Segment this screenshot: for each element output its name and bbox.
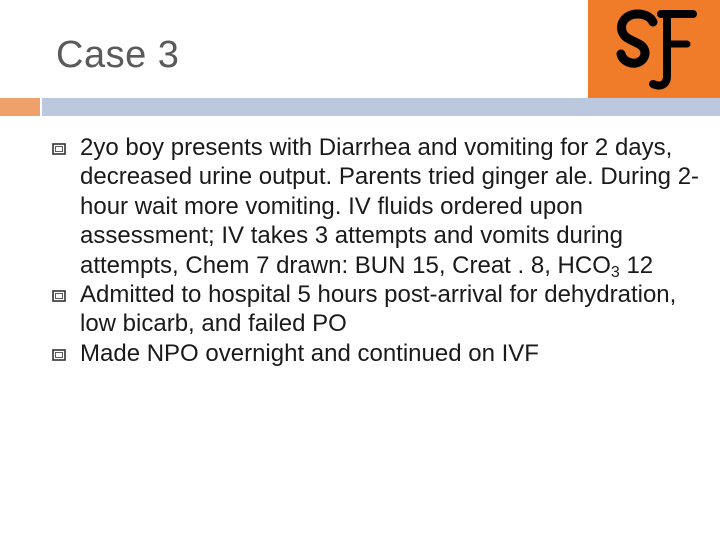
bullet-text: Made NPO overnight and continued on IVF <box>80 339 539 367</box>
bullet-list <box>0 133 700 368</box>
header-rule-bar <box>40 98 720 116</box>
hollow-square-bullet-icon <box>52 349 66 361</box>
sf-giants-logo <box>588 0 720 98</box>
hollow-square-bullet-icon <box>52 143 66 155</box>
bullet-text: Admitted to hospital 5 hours post-arrival for dehydration, low bicarb, and failed PO <box>80 281 677 338</box>
bullet-item <box>0 280 700 339</box>
bullet-text: 2yo boy presents with Diarrhea and vomiting for 2 days, decreased urine output. Parents tried ginger ale. During 2-hour wait more vomiting. IV fluids ordered upon assessment; IV takes 3 attempts and vomits during attempts, Chem 7 drawn: BUN 15, Creat . 8, <box>80 134 700 279</box>
sf-logo-icon <box>609 6 699 92</box>
chem-base: HCO <box>557 251 611 279</box>
hollow-square-bullet-icon <box>52 290 66 302</box>
chem-value: 12 <box>619 251 654 279</box>
bullet-item <box>0 339 700 368</box>
header-rule-accent <box>0 98 40 116</box>
slide-title: Case 3 <box>56 34 180 76</box>
bullet-item <box>0 133 700 280</box>
chem-subscript: 3 <box>610 263 620 281</box>
header-rule-gap <box>40 98 42 116</box>
